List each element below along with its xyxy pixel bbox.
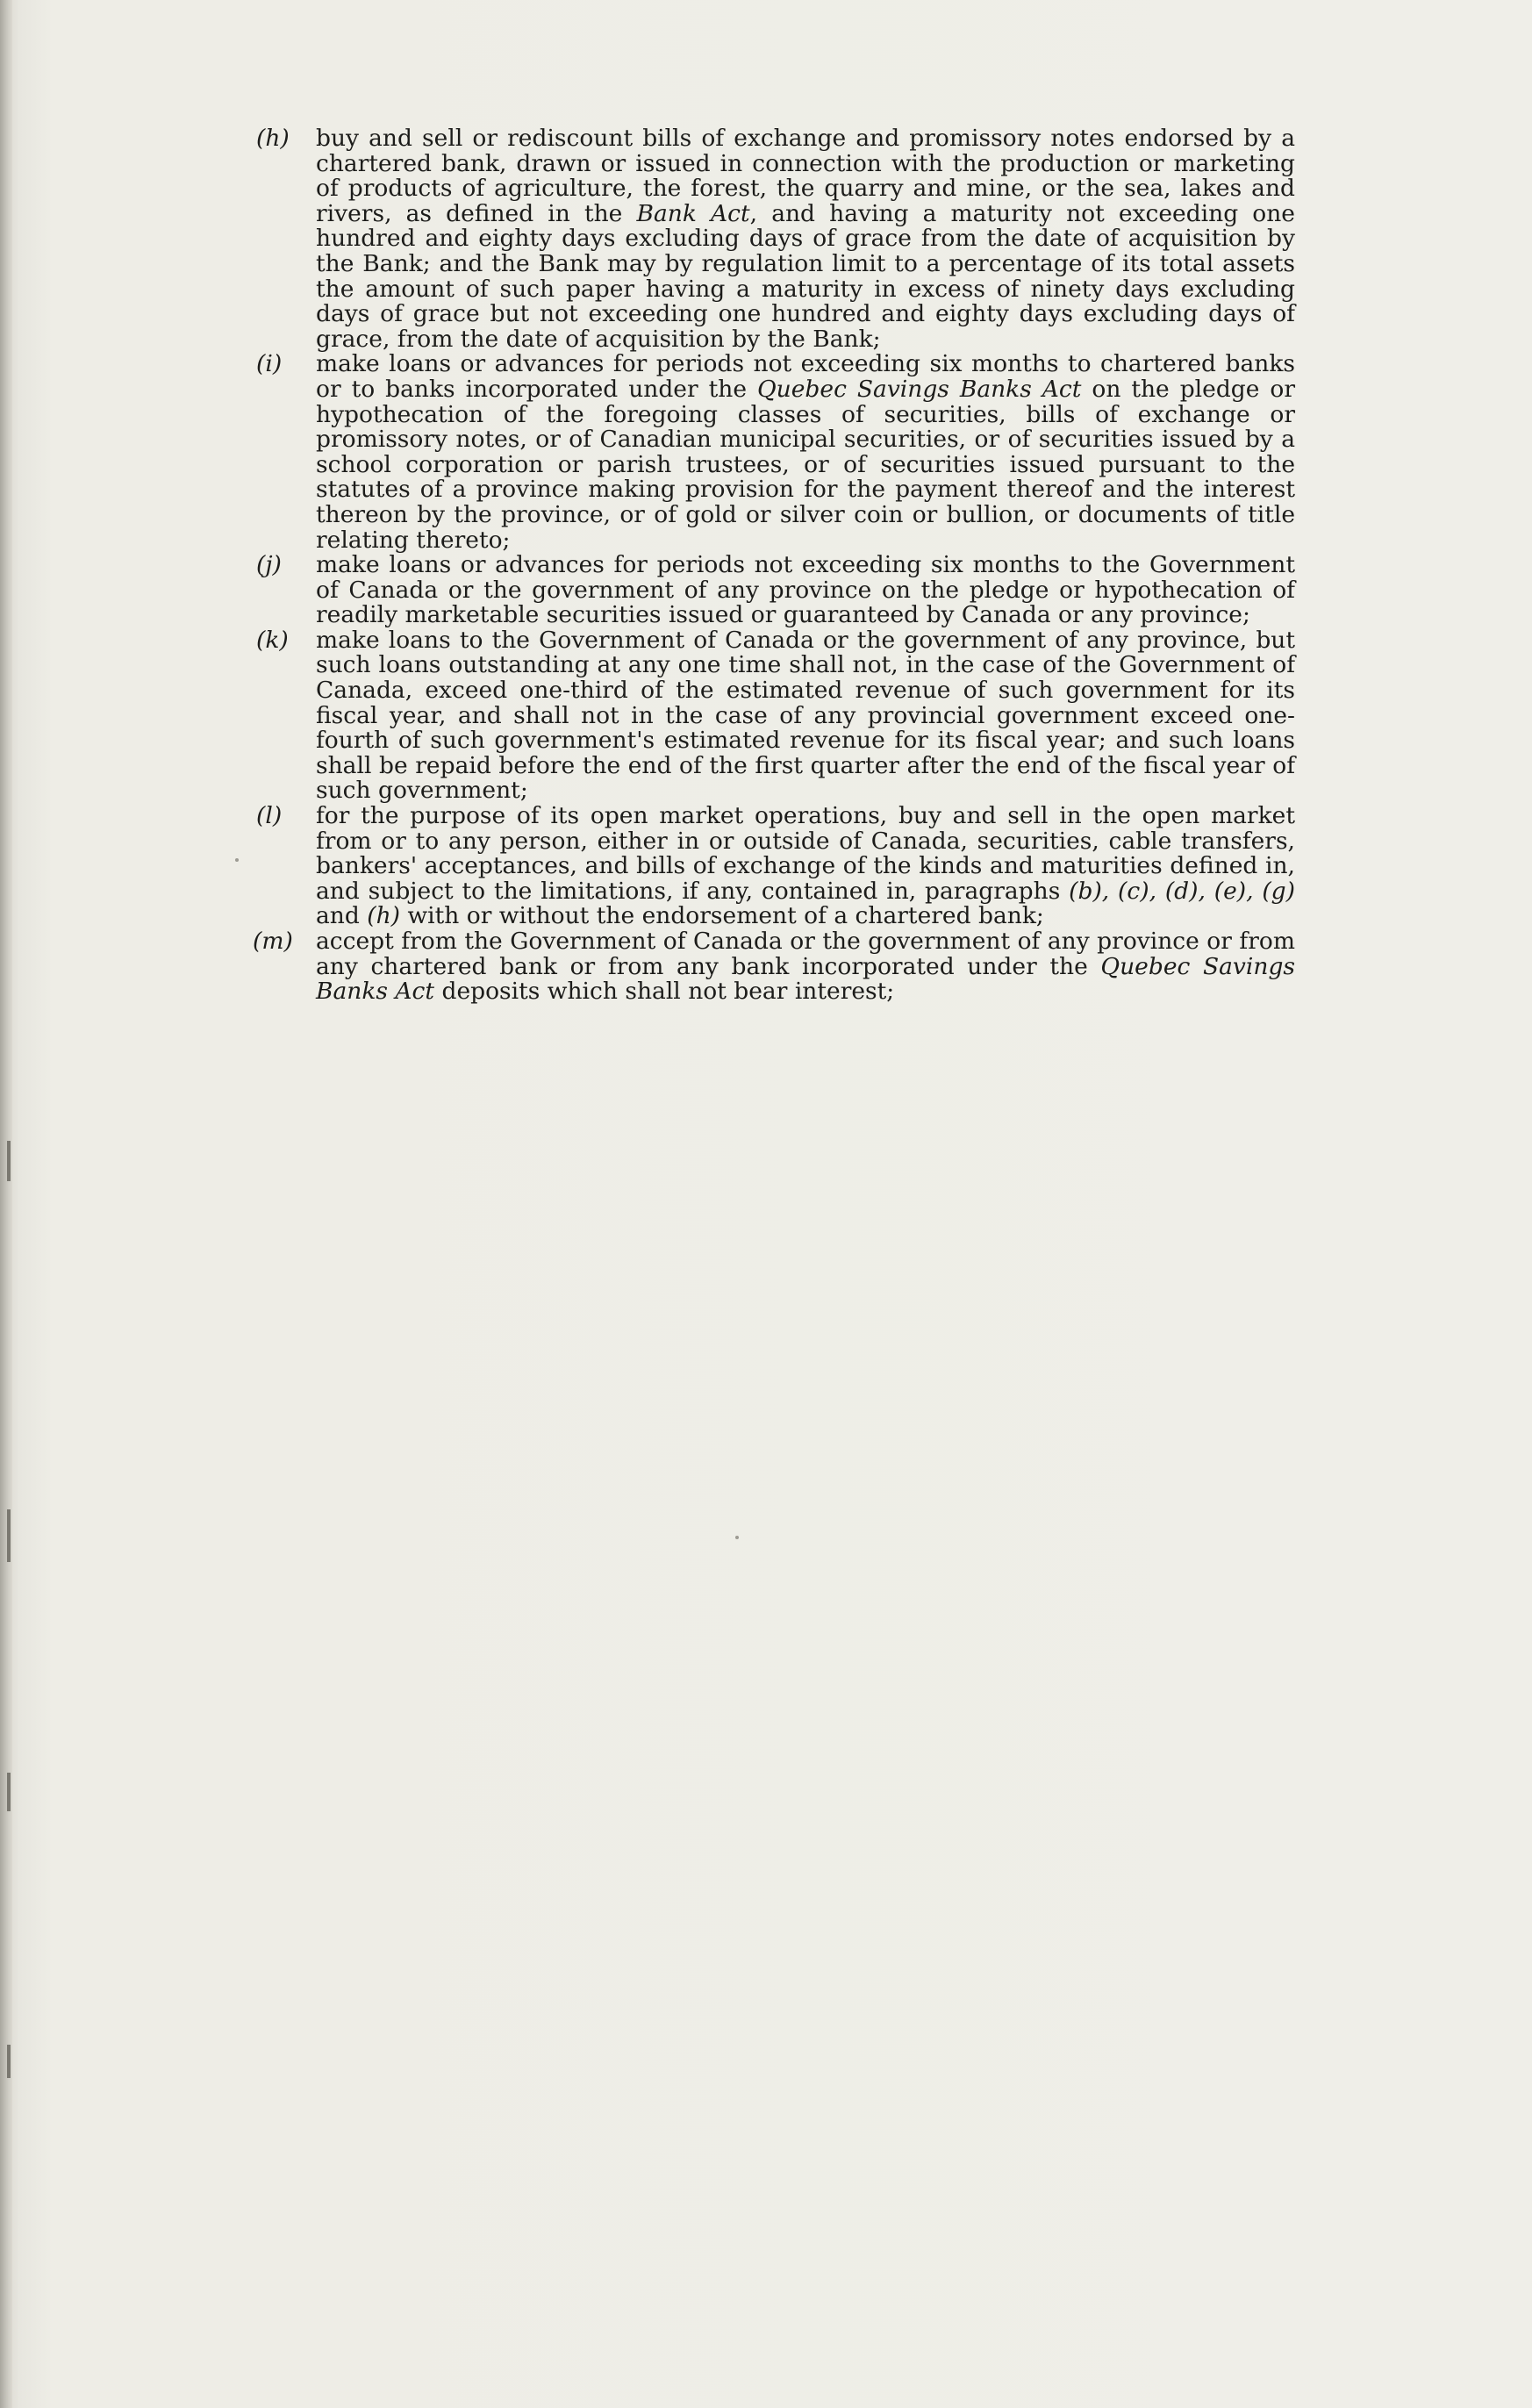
clause-j xyxy=(256,551,1295,629)
clause-text: make loans or advances for periods not exceeding six months to the Government of Canada or the government of any province on the pledge or hypothecation of readily marketable securities issued or guaranteed by Canada or any province; xyxy=(316,551,1295,629)
clause-text: for the purpose of its open market operations, buy and sell in the open market from or to any person, either in or outside of Canada, securities, cable transfers, bankers' acceptances, and bills of exchange of the kinds and maturities defined in, and subject to the limitations, if any, contained in, paragraphs (b), (c), (d), (e), (g) and (h) with or without the endorsement of a chartered bank; xyxy=(316,802,1295,930)
clause-label: (l) xyxy=(256,802,283,830)
clause-i xyxy=(256,350,1295,554)
clause-h xyxy=(256,125,1295,353)
clause-l xyxy=(256,802,1295,930)
clause-label: (i) xyxy=(256,350,283,378)
clause-text: accept from the Government of Canada or the government of any province or from any chartered bank or from any bank incorporated under the Quebec Savings Banks Act deposits which shall not bear interest; xyxy=(316,928,1296,1006)
clause-text: make loans to the Government of Canada or the government of any province, but such loans outstanding at any one time shall not, in the case of the Government of Canada, exceed one-third of the estimated revenue of such government for its fiscal year, and shall not in the case of any provincial government exceed one-fourth of such government's estimated revenue for its fiscal year; and such loans shall be repaid before the end of the first quarter after the end of the fiscal year of such government; xyxy=(316,626,1295,805)
clause-text: make loans or advances for periods not exceeding six months to chartered banks or to banks incorporated under the Quebec Savings Banks Act on the pledge or hypothecation of the foregoing classes of securities, bills of exchange or promissory notes, or of Canadian municipal securities, or of securities issued by a school corporation or parish trustees, or of securities issued pursuant to the statutes of a province making provision for the payment thereof and the interest thereon by the province, or of gold or silver coin or bullion, or documents of title relating thereto; xyxy=(316,350,1295,554)
binding-mark xyxy=(7,2045,11,2078)
clause-list xyxy=(253,125,1296,1006)
binding-mark xyxy=(7,1509,11,1562)
clause-label: (m) xyxy=(253,928,293,955)
binding-mark xyxy=(7,1773,11,1811)
clause-text: buy and sell or rediscount bills of exchange and promissory notes endorsed by a chartered bank, drawn or issued in connection with the production or marketing of products of agriculture, the forest, the quarry and mine, or the sea, lakes and rivers, as defined in the Bank Act, and having a maturity not exceeding one hundred and eighty days excluding days of grace from the date of acquisition by the Bank; and the Bank may by regulation limit to a percentage of its total assets the amount of such paper having a maturity in excess of ninety days excluding days of grace but not exceeding one hundred and eighty days excluding days of grace, from the date of acquisition by the Bank; xyxy=(316,125,1295,353)
clause-m xyxy=(253,928,1296,1006)
clause-label: (k) xyxy=(256,626,289,654)
clause-k xyxy=(256,626,1295,805)
clause-label: (h) xyxy=(256,125,290,152)
clause-label: (j) xyxy=(256,551,282,579)
binding-mark xyxy=(7,1141,11,1181)
paper-speck xyxy=(235,858,239,862)
paper-speck xyxy=(735,1536,739,1539)
